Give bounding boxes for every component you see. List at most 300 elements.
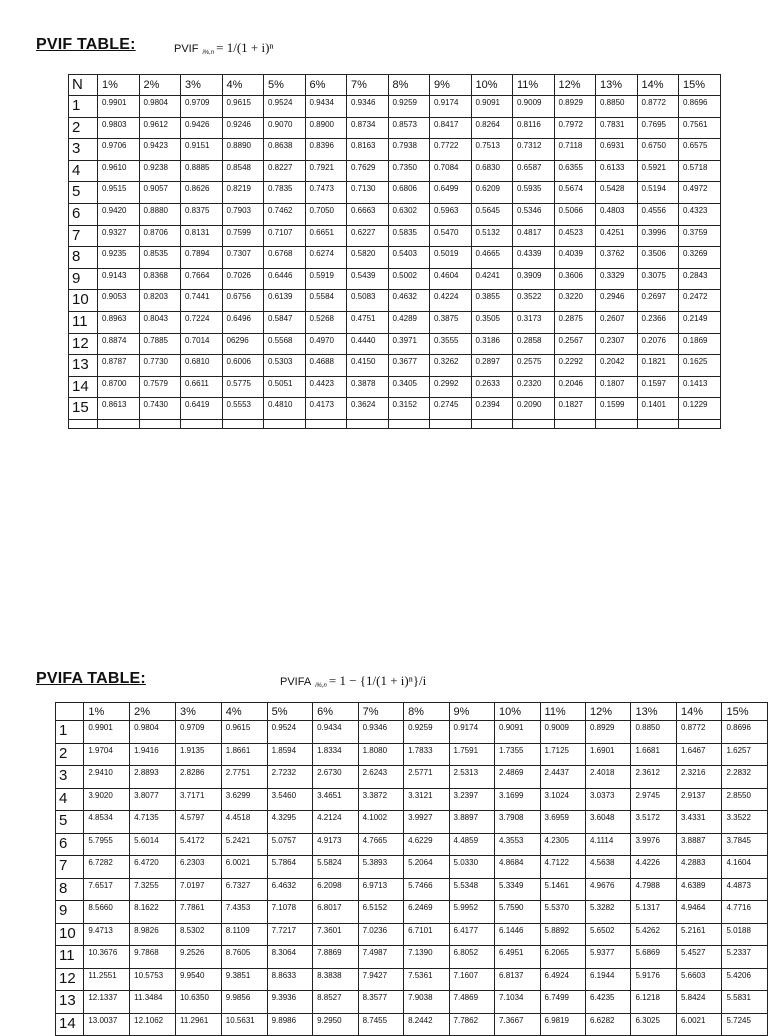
table-cell: 0.9346	[347, 96, 389, 118]
table-cell: 0.7084	[430, 160, 472, 182]
table-cell: 0.8696	[722, 721, 768, 744]
table-cell: 0.4817	[513, 225, 555, 247]
table-cell: 0.5083	[347, 290, 389, 312]
table-cell: 0.7050	[305, 203, 347, 225]
table-cell: 0.3329	[596, 268, 638, 290]
table-cell: 0.1869	[679, 333, 721, 355]
table-cell: 10.6350	[175, 991, 221, 1014]
column-header: 8%	[388, 75, 430, 96]
table-cell: 0.3759	[679, 225, 721, 247]
table-cell: 7.4987	[358, 946, 403, 969]
table-cell: 10.5753	[130, 968, 176, 991]
table-cell: 0.7972	[554, 117, 596, 139]
table-cell: 0.2946	[596, 290, 638, 312]
table-cell: 0.6133	[596, 160, 638, 182]
table-cell: 2.7751	[221, 766, 267, 789]
table-cell: 0.4224	[430, 290, 472, 312]
table-cell: 0.1229	[679, 398, 721, 420]
table-cell: 5.2064	[404, 856, 449, 879]
table-cell: 0.8613	[98, 398, 140, 420]
table-cell: 9.4713	[84, 923, 130, 946]
table-cell: 0.6139	[264, 290, 306, 312]
table-cell: 0.3269	[679, 247, 721, 269]
table-cell: 0.9009	[513, 96, 555, 118]
table-row	[69, 160, 721, 182]
table-cell: 7.3255	[130, 878, 176, 901]
column-header: 1%	[98, 75, 140, 96]
table-cell: 5.6603	[676, 968, 721, 991]
table-cell: 7.1390	[404, 946, 449, 969]
table-cell: 3.9020	[84, 788, 130, 811]
table-cell: 0.8850	[596, 96, 638, 118]
row-number: 11	[69, 311, 98, 333]
table-cell: 0.6830	[471, 160, 513, 182]
table-cell: 0.9901	[84, 721, 130, 744]
table-cell: 0.7224	[181, 311, 223, 333]
column-header: 5%	[264, 75, 306, 96]
row-number: 4	[69, 160, 98, 182]
table-cell: 2.4018	[586, 766, 631, 789]
table-cell: 0.5019	[430, 247, 472, 269]
column-header: 3%	[181, 75, 223, 96]
table-cell: 0.5921	[637, 160, 679, 182]
table-cell: 0.4339	[513, 247, 555, 269]
table-cell	[554, 419, 596, 428]
table-cell: 9.9540	[175, 968, 221, 991]
table-cell: 0.3624	[347, 398, 389, 420]
table-cell: 0.3996	[637, 225, 679, 247]
table-cell: 7.3601	[313, 923, 358, 946]
column-header: 12%	[586, 703, 631, 721]
table-cell: 0.8131	[181, 225, 223, 247]
table-cell: 0.3075	[637, 268, 679, 290]
table-cell: 0.5835	[388, 225, 430, 247]
table-row	[56, 721, 768, 744]
table-cell: 5.0188	[722, 923, 768, 946]
table-cell: 0.9524	[264, 96, 306, 118]
column-header: 15%	[679, 75, 721, 96]
row-number: 7	[56, 856, 84, 879]
table-cell: 0.2633	[471, 376, 513, 398]
table-cell: 0.8264	[471, 117, 513, 139]
table-cell: 8.2442	[404, 1013, 449, 1036]
table-cell: 9.3936	[267, 991, 312, 1014]
table-cell: 1.8594	[267, 743, 312, 766]
table-cell: 0.9057	[139, 182, 181, 204]
table-cell: 0.9803	[98, 117, 140, 139]
table-cell: 0.4751	[347, 311, 389, 333]
table-cell: 0.7903	[222, 203, 264, 225]
table-row	[56, 811, 768, 834]
table-row	[69, 203, 721, 225]
table-cell: 0.8227	[264, 160, 306, 182]
row-number: 6	[69, 203, 98, 225]
table-cell: 8.8633	[267, 968, 312, 991]
table-row	[56, 788, 768, 811]
table-cell: 7.1607	[449, 968, 494, 991]
column-header: 6%	[305, 75, 347, 96]
table-cell	[98, 419, 140, 428]
table-cell: 0.5847	[264, 311, 306, 333]
table-cell: 0.2897	[471, 355, 513, 377]
table-cell: 0.4803	[596, 203, 638, 225]
table-cell: 7.4353	[221, 901, 267, 924]
table-cell: 7.9038	[404, 991, 449, 1014]
table-cell: 7.1078	[267, 901, 312, 924]
table-cell: 1.6257	[722, 743, 768, 766]
table-cell: 3.9927	[404, 811, 449, 834]
table-cell: 0.1597	[637, 376, 679, 398]
table-cell: 12.1062	[130, 1013, 176, 1036]
column-header: 14%	[637, 75, 679, 96]
table-cell: 2.3216	[676, 766, 721, 789]
table-cell: 9.2950	[313, 1013, 358, 1036]
table-cell: 0.2320	[513, 376, 555, 398]
table-cell: 0.3606	[554, 268, 596, 290]
table-cell: 0.7599	[222, 225, 264, 247]
table-cell: 0.2472	[679, 290, 721, 312]
table-cell: 0.3855	[471, 290, 513, 312]
table-cell: 0.5194	[637, 182, 679, 204]
table-cell: 0.7921	[305, 160, 347, 182]
table-cell: 0.7014	[181, 333, 223, 355]
table-cell: 2.8893	[130, 766, 176, 789]
table-cell: 1.7355	[495, 743, 540, 766]
table-cell: 0.8772	[637, 96, 679, 118]
table-cell: 0.8929	[554, 96, 596, 118]
table-cell: 4.1604	[722, 856, 768, 879]
table-cell: 0.8203	[139, 290, 181, 312]
table-cell: 2.7232	[267, 766, 312, 789]
column-header: 2%	[139, 75, 181, 96]
table-cell: 0.9706	[98, 139, 140, 161]
pvif-table	[68, 74, 721, 429]
table-cell: 0.8375	[181, 203, 223, 225]
table-cell: 4.2124	[313, 811, 358, 834]
table-cell: 6.5152	[358, 901, 403, 924]
table-cell: 0.2149	[679, 311, 721, 333]
table-cell: 0.7885	[139, 333, 181, 355]
table-cell	[347, 419, 389, 428]
table-cell: 0.2366	[637, 311, 679, 333]
column-header: 3%	[175, 703, 221, 721]
table-cell: 8.1622	[130, 901, 176, 924]
table-cell: 4.1002	[358, 811, 403, 834]
table-cell: 0.9420	[98, 203, 140, 225]
table-cell: 4.8534	[84, 811, 130, 834]
table-cell: 0.5645	[471, 203, 513, 225]
table-cell: 2.4437	[540, 766, 585, 789]
table-cell: 4.7716	[722, 901, 768, 924]
table-cell: 4.4226	[631, 856, 676, 879]
table-cell: 3.7171	[175, 788, 221, 811]
table-cell: 1.8661	[221, 743, 267, 766]
table-cell: 0.2292	[554, 355, 596, 377]
table-cell: 6.2303	[175, 856, 221, 879]
table-row	[56, 856, 768, 879]
table-cell: 0.9246	[222, 117, 264, 139]
pvif-formula-label: PVIF	[174, 43, 199, 55]
table-cell: 0.3405	[388, 376, 430, 398]
table-cell: 11.3484	[130, 991, 176, 1014]
table-cell	[637, 419, 679, 428]
table-cell: 1.6467	[676, 743, 721, 766]
table-cell: 5.3349	[495, 878, 540, 901]
table-cell: 0.4604	[430, 268, 472, 290]
table-cell: 0.1413	[679, 376, 721, 398]
table-cell: 0.4289	[388, 311, 430, 333]
table-cell: 6.1446	[495, 923, 540, 946]
table-cell: 0.7441	[181, 290, 223, 312]
table-cell	[430, 419, 472, 428]
table-row	[56, 766, 768, 789]
table-cell: 6.6282	[586, 1013, 631, 1036]
pvifa-formula	[280, 673, 426, 689]
table-cell: 3.7908	[495, 811, 540, 834]
table-cell: 0.5439	[347, 268, 389, 290]
table-cell: 4.4518	[221, 811, 267, 834]
pvifa-formula-label: PVIFA	[280, 676, 312, 688]
table-cell: 11.2551	[84, 968, 130, 991]
table-cell: 0.4440	[347, 333, 389, 355]
table-cell: 0.5919	[305, 268, 347, 290]
table-cell: 1.8080	[358, 743, 403, 766]
pvifa-table	[55, 702, 768, 1036]
table-row	[69, 268, 721, 290]
table-cell: 8.3064	[267, 946, 312, 969]
table-cell: 6.4720	[130, 856, 176, 879]
table-cell: 0.3909	[513, 268, 555, 290]
table-cell: 4.7135	[130, 811, 176, 834]
table-cell: 3.6048	[586, 811, 631, 834]
table-cell: 0.4423	[305, 376, 347, 398]
column-header: 5%	[267, 703, 312, 721]
table-cell: 2.9410	[84, 766, 130, 789]
column-header: 6%	[313, 703, 358, 721]
table-cell: 0.7307	[222, 247, 264, 269]
row-number: 10	[56, 923, 84, 946]
table-cell: 0.4150	[347, 355, 389, 377]
table-cell: 0.6810	[181, 355, 223, 377]
table-cell	[471, 419, 513, 428]
pvif-title: PVIF TABLE:	[36, 36, 136, 53]
table-cell: 0.6756	[222, 290, 264, 312]
table-cell: 6.4177	[449, 923, 494, 946]
table-cell: 5.7466	[404, 878, 449, 901]
table-cell: 0.7938	[388, 139, 430, 161]
table-cell: 2.6243	[358, 766, 403, 789]
table-cell: 5.4262	[631, 923, 676, 946]
table-row	[56, 878, 768, 901]
table-row	[56, 901, 768, 924]
table-cell: 0.8417	[430, 117, 472, 139]
table-cell: 0.3173	[513, 311, 555, 333]
table-cell: 0.6663	[347, 203, 389, 225]
table-cell: 0.9259	[388, 96, 430, 118]
table-cell: 5.0330	[449, 856, 494, 879]
table-cell: 7.0197	[175, 878, 221, 901]
table-cell: 0.4688	[305, 355, 347, 377]
table-cell: 3.3872	[358, 788, 403, 811]
table-cell: 0.2567	[554, 333, 596, 355]
table-cell: 0.2575	[513, 355, 555, 377]
column-header: 13%	[631, 703, 676, 721]
table-cell: 5.6869	[631, 946, 676, 969]
table-cell: 0.6587	[513, 160, 555, 182]
table-cell: 0.9610	[98, 160, 140, 182]
pvifa-formula-expression: = 1 − {1/(1 + i)ⁿ}/i	[328, 673, 427, 688]
table-cell: 5.1317	[631, 901, 676, 924]
table-cell: 0.7462	[264, 203, 306, 225]
table-cell: 4.5638	[586, 856, 631, 879]
table-cell: 0.7350	[388, 160, 430, 182]
table-cell: 0.9235	[98, 247, 140, 269]
table-row	[56, 946, 768, 969]
table-cell: 6.8137	[495, 968, 540, 991]
table-cell: 0.5303	[264, 355, 306, 377]
table-cell: 5.7864	[267, 856, 312, 879]
row-number: 5	[69, 182, 98, 204]
table-cell: 8.5302	[175, 923, 221, 946]
table-cell: 4.3553	[495, 833, 540, 856]
table-header-row	[69, 75, 721, 96]
table-cell: 4.9173	[313, 833, 358, 856]
table-cell: 6.7499	[540, 991, 585, 1014]
row-number: 13	[69, 355, 98, 377]
table-cell: 6.1944	[586, 968, 631, 991]
table-cell: 2.8286	[175, 766, 221, 789]
table-cell: 0.6227	[347, 225, 389, 247]
table-cell: 0.8874	[98, 333, 140, 355]
column-header: 14%	[676, 703, 721, 721]
column-header: 11%	[540, 703, 585, 721]
table-cell: 3.5172	[631, 811, 676, 834]
table-cell: 4.6389	[676, 878, 721, 901]
row-number: 8	[56, 878, 84, 901]
row-number: 3	[56, 766, 84, 789]
table-cell: 0.7026	[222, 268, 264, 290]
table-cell: 6.4235	[586, 991, 631, 1014]
table-cell: 6.0021	[221, 856, 267, 879]
table-cell: 0.5584	[305, 290, 347, 312]
table-cell: 8.3577	[358, 991, 403, 1014]
table-cell: 0.5820	[347, 247, 389, 269]
table-row	[56, 1013, 768, 1036]
table-cell: 9.3851	[221, 968, 267, 991]
table-cell	[69, 419, 98, 428]
table-cell: 0.9709	[181, 96, 223, 118]
table-cell: 0.9434	[313, 721, 358, 744]
table-cell: 0.5132	[471, 225, 513, 247]
table-cell: 0.6355	[554, 160, 596, 182]
table-cell: 0.3506	[637, 247, 679, 269]
table-cell: 6.4924	[540, 968, 585, 991]
table-cell: 5.7955	[84, 833, 130, 856]
table-cell: 0.3555	[430, 333, 472, 355]
table-cell: 0.8850	[631, 721, 676, 744]
table-cell: 0.4972	[679, 182, 721, 204]
table-cell: 6.4632	[267, 878, 312, 901]
table-cell: 0.1625	[679, 355, 721, 377]
table-cell: 0.9259	[404, 721, 449, 744]
table-cell: 0.6499	[430, 182, 472, 204]
table-cell: 0.7695	[637, 117, 679, 139]
table-cell: 0.7664	[181, 268, 223, 290]
table-cell: 0.5718	[679, 160, 721, 182]
table-cell: 0.6651	[305, 225, 347, 247]
column-header: 1%	[84, 703, 130, 721]
table-cell: 1.7591	[449, 743, 494, 766]
table-cell: 5.3282	[586, 901, 631, 924]
table-cell: 3.8887	[676, 833, 721, 856]
table-cell: 0.7107	[264, 225, 306, 247]
table-cell: 3.8897	[449, 811, 494, 834]
table-cell: 3.1699	[495, 788, 540, 811]
table-cell: 0.1401	[637, 398, 679, 420]
table-header-row	[56, 703, 768, 721]
table-cell: 0.9009	[540, 721, 585, 744]
table-row	[69, 311, 721, 333]
table-cell: 11.2961	[175, 1013, 221, 1036]
table-cell: 4.7122	[540, 856, 585, 879]
column-header: 11%	[513, 75, 555, 96]
table-cell: 3.6299	[221, 788, 267, 811]
table-cell: 0.9804	[139, 96, 181, 118]
table-cell: 7.4869	[449, 991, 494, 1014]
table-cell: 0.6750	[637, 139, 679, 161]
pvifa-formula-subscript: i%,n	[315, 683, 327, 689]
table-cell: 0.8638	[264, 139, 306, 161]
table-cell: 0.4241	[471, 268, 513, 290]
table-cell: 10.3676	[84, 946, 130, 969]
table-cell: 0.5935	[513, 182, 555, 204]
table-cell: 0.2042	[596, 355, 638, 377]
table-cell: 3.5460	[267, 788, 312, 811]
table-cell: 0.6931	[596, 139, 638, 161]
row-number: 12	[56, 968, 84, 991]
row-number: 14	[56, 1013, 84, 1036]
table-cell: 8.8527	[313, 991, 358, 1014]
table-cell: 7.6517	[84, 878, 130, 901]
table-cell: 1.8334	[313, 743, 358, 766]
row-number: 11	[56, 946, 84, 969]
table-cell: 0.4039	[554, 247, 596, 269]
table-cell: 5.6502	[586, 923, 631, 946]
table-cell: 0.9612	[139, 117, 181, 139]
table-row	[69, 376, 721, 398]
table-cell: 4.9464	[676, 901, 721, 924]
table-cell: 7.7861	[175, 901, 221, 924]
corner-cell: N	[69, 75, 98, 96]
table-cell: 0.7894	[181, 247, 223, 269]
table-cell: 0.1827	[554, 398, 596, 420]
row-number: 8	[69, 247, 98, 269]
table-cell: 1.6681	[631, 743, 676, 766]
table-cell: 0.9143	[98, 268, 140, 290]
table-cell: 6.2065	[540, 946, 585, 969]
table-cell: 0.6302	[388, 203, 430, 225]
row-number: 9	[69, 268, 98, 290]
table-cell: 0.8368	[139, 268, 181, 290]
table-cell: 4.9676	[586, 878, 631, 901]
table-cell: 5.4206	[722, 968, 768, 991]
table-cell: 5.3893	[358, 856, 403, 879]
table-cell	[596, 419, 638, 428]
table-cell: 0.8116	[513, 117, 555, 139]
table-cell: 0.5066	[554, 203, 596, 225]
table-cell: 3.4651	[313, 788, 358, 811]
table-cell: 3.2397	[449, 788, 494, 811]
